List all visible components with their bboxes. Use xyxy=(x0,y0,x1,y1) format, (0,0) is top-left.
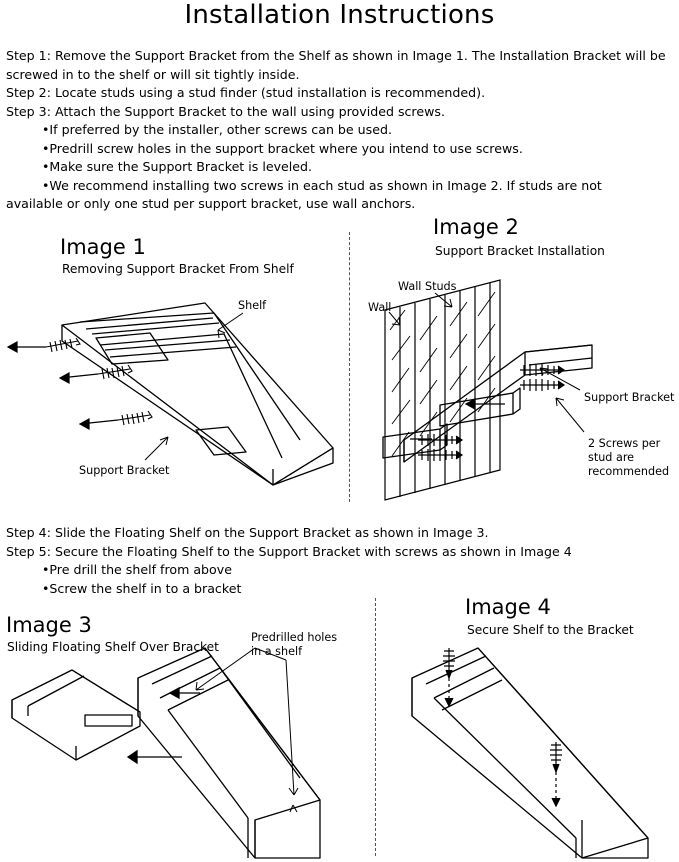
step-1-text: : Remove the Support Bracket from the Shelf as shown in Image 1. The Installation Bracket will be screwed in to the shelf or will sit tightly inside. xyxy=(6,48,666,82)
bullet-item: •We recommend installing two screws in each stud as shown in Image 2. If studs are not xyxy=(42,177,602,193)
image3-subtitle: Sliding Floating Shelf Over Bracket xyxy=(7,640,219,654)
bullet-item: •Make sure the Support Bracket is leveled. xyxy=(42,159,313,174)
step-5-text: : Secure the Floating Shelf to the Support Bracket with screws as shown in Image 4 xyxy=(46,543,572,559)
image2-label-support-bracket: Support Bracket xyxy=(584,391,675,404)
image1-label-support-bracket: Support Bracket xyxy=(79,464,170,477)
image1-subtitle: Removing Support Bracket From Shelf xyxy=(62,262,294,276)
image2-label-wall: Wall xyxy=(368,301,392,314)
bullet-item: •Screw the shelf in to a bracket xyxy=(42,580,242,596)
image4-subtitle: Secure Shelf to the Bracket xyxy=(467,623,634,637)
bullet-item: •Pre drill the shelf from above xyxy=(42,562,232,577)
image4-title: Image 4 xyxy=(465,595,551,619)
step-3-text: : Attach the Support Bracket to the wall using provided screws. xyxy=(46,103,445,119)
image2-label-screws-note: 2 Screws per stud are recommended xyxy=(588,437,670,478)
image2-subtitle: Support Bracket Installation xyxy=(435,244,605,258)
step-2-text: : Locate studs using a stud finder (stud installation is recommended). xyxy=(46,85,486,100)
step-4-label: Step 4 xyxy=(6,525,47,540)
page-title: Installation Instructions xyxy=(184,0,495,30)
bullet-item: •If preferred by the installer, other screws can be used. xyxy=(42,122,392,137)
step-5-label: Step 5 xyxy=(6,543,47,559)
image2-label-wall-studs: Wall Studs xyxy=(398,280,457,293)
step-2-label: Step 2 xyxy=(6,85,47,100)
image3-label-predrilled: Predrilled holes in a shelf xyxy=(251,631,338,658)
image1-label-shelf: Shelf xyxy=(238,299,267,312)
image2-title: Image 2 xyxy=(433,215,519,239)
image1-title: Image 1 xyxy=(60,235,146,259)
step-4-text: : Slide the Floating Shelf on the Support Bracket as shown in Image 3. xyxy=(46,525,489,540)
bullet-item: •Predrill screw holes in the support bracket where you intend to use screws. xyxy=(42,140,523,156)
step-3-label: Step 3 xyxy=(6,103,47,119)
bullet-continuation: available or only one stud per support bracket, use wall anchors. xyxy=(6,196,416,211)
image3-title: Image 3 xyxy=(6,613,92,637)
step-1-label: Step 1 xyxy=(6,48,47,63)
